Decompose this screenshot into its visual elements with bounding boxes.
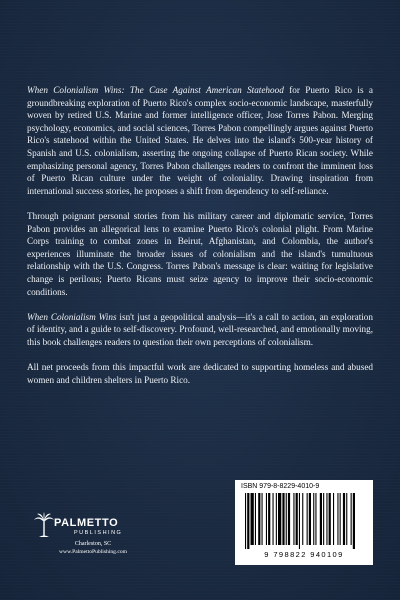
description-paragraph-4: All net proceeds from this impactful work are dedicated to supporting homeless and abused women and children shelters in Puerto Rico.	[27, 362, 373, 385]
description-paragraph-3: When Colonialism Wins isn't just a geopolitical analysis—it's a call to action, an exploration of identity, and a guide to self-discovery. Profound, well-researched, and emotionally moving, this book challenges readers to question their own perceptions of colonialism.	[27, 311, 373, 347]
book-description	[27, 84, 373, 399]
barcode-digits: 9 798822 940109	[264, 550, 344, 559]
barcode-bars	[241, 493, 367, 549]
isbn-label: ISBN 979-8-8229-4010-9	[241, 483, 320, 490]
publisher-logo	[34, 512, 164, 562]
short-title-italic: When Colonialism Wins	[27, 311, 117, 322]
publisher-name: PALMETTO	[54, 517, 119, 529]
publisher-url: www.PalmettoPublishing.com	[58, 549, 127, 555]
book-title-italic: When Colonialism Wins: The Case Against American Statehood	[27, 85, 284, 95]
publisher-city: Charleston, SC	[74, 541, 112, 547]
palmetto-tree-icon	[34, 512, 54, 540]
isbn-barcode	[235, 480, 373, 565]
publisher-subtitle: PUBLISHING	[74, 530, 123, 536]
description-paragraph-1: When Colonialism Wins: The Case Against American Statehood for Puerto Rico is a groundbreaking exploration of Puerto Rico's complex socio-economic landscape, masterfully woven by retired U.S. Marine and former intelligence officer, Jose Torres Pabon. Merging psychology, economics, and social sciences, Torres Pabon compellingly argues against Puerto Rico's statehood within the United States. He delves into the island's 500-year history of Spanish and U.S. colonialism, asserting the ongoing collapse of Puerto Rican society. While emphasizing personal agency, Torres Pabon challenges readers to confront the imminent loss of Puerto Rican culture under the weight of coloniality. Drawing inspiration from international success stories, he proposes a shift from dependency to self-reliance.	[27, 85, 373, 196]
description-paragraph-2: Through poignant personal stories from his military career and diplomatic service, Torres Pabon provides an allegorical lens to examine Puerto Rico's colonial plight. From Marine Corps training to combat zones in Beirut, Afghanistan, and Colombia, the author's experiences illuminate the broader issues of colonialism and the island's tumultuous relationship with the U.S. Congress. Torres Pabon's message is clear: waiting for legislative change is perilous; Puerto Ricans must seize agency to improve their socio-economic conditions.	[27, 210, 373, 297]
